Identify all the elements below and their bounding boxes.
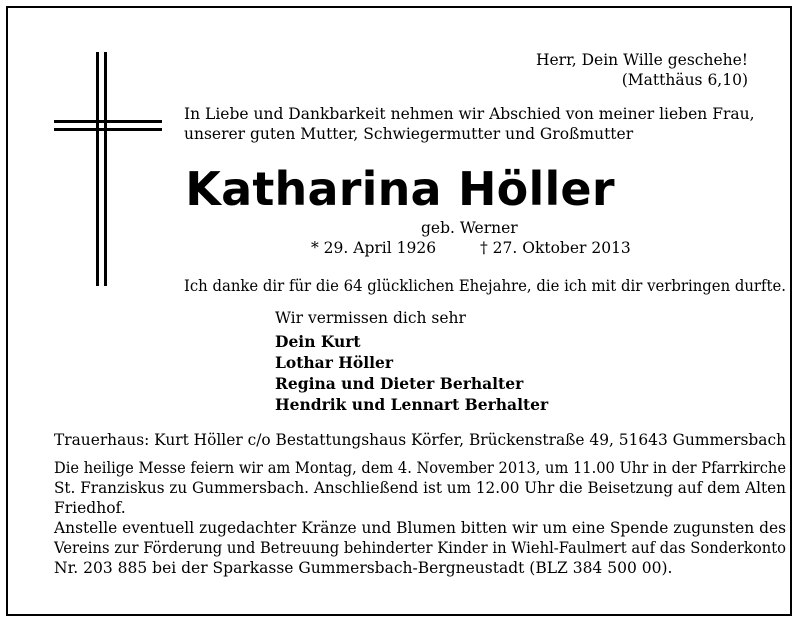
mourner-name: Regina und Dieter Berhalter: [275, 374, 524, 393]
intro-line-2: unserer guten Mutter, Schwiegermutter und Großmutter: [184, 125, 634, 143]
mass-line-3: Friedhof.: [54, 499, 126, 517]
donation-line-1: Anstelle eventuell zugedachter Kränze und Blumen bitten wir um eine Spende zugunsten des: [54, 519, 786, 537]
mass-line-2: St. Franziskus zu Gummersbach. Anschließend ist um 12.00 Uhr die Beisetzung auf dem Alten: [54, 479, 786, 497]
mourners-heading: Wir vermissen dich sehr: [275, 309, 466, 327]
mourner-name: Dein Kurt: [275, 332, 361, 351]
death-date: † 27. Oktober 2013: [480, 239, 631, 257]
birth-date: * 29. April 1926: [311, 239, 437, 257]
birth-name: geb. Werner: [421, 219, 518, 237]
donation-line-2: Vereins zur Förderung und Betreuung behinderter Kinder in Wiehl-Faulmert auf das Sonderkonto: [54, 539, 786, 557]
thanks-text: Ich danke dir für die 64 glücklichen Ehejahre, die ich mit dir verbringen durfte.: [184, 277, 786, 295]
mass-line-1: Die heilige Messe feiern wir am Montag, dem 4. November 2013, um 11.00 Uhr in der Pfarrkirche: [54, 459, 786, 477]
mourning-house-address: Trauerhaus: Kurt Höller c/o Bestattungshaus Körfer, Brückenstraße 49, 51643 Gummersbach: [54, 431, 786, 449]
mourner-name: Hendrik und Lennart Berhalter: [275, 395, 549, 414]
mourner-name: Lothar Höller: [275, 353, 394, 372]
bible-reference: (Matthäus 6,10): [621, 71, 748, 89]
bible-quote: Herr, Dein Wille geschehe!: [535, 51, 748, 69]
deceased-name: Katharina Höller: [185, 162, 615, 216]
intro-line-1: In Liebe und Dankbarkeit nehmen wir Abschied von meiner lieben Frau,: [184, 105, 755, 123]
donation-line-3: Nr. 203 885 bei der Sparkasse Gummersbach-Bergneustadt (BLZ 384 500 00).: [54, 559, 673, 577]
